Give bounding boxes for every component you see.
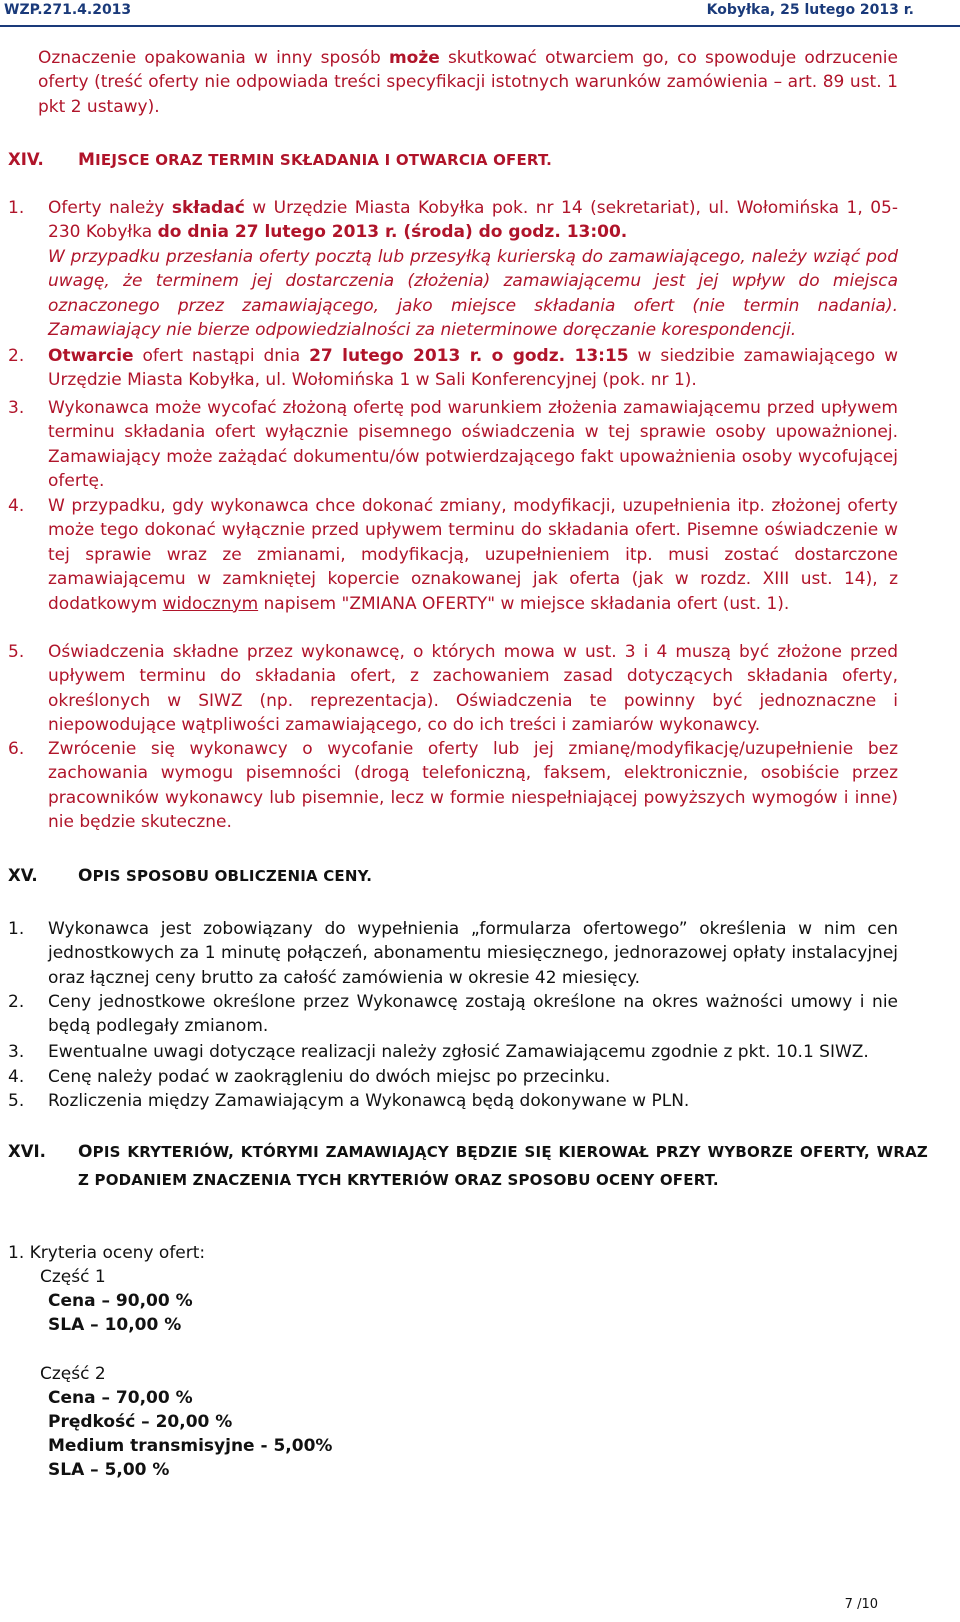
- sec14-item3-number: 3.: [8, 398, 25, 418]
- sec14-item4-a: W przypadku, gdy wykonawca chce dokonać zmiany, modyfikacji, uzupełnienia itp. złożonej oferty może tego dokonać wyłącznie przed upływem terminu do składania ofert. Pisemne oświadczenie w tej sprawie wraz ze zmianami, modyfikacją, uzupełnieniem itp. musi zostać dostarczone zamawiającemu w zamkniętej kopercie oznakowanej jak oferta (jak w rozdz. XIII ust. 14), z dodatkowym: [48, 496, 898, 614]
- sec14-item1-number: 1.: [8, 198, 25, 218]
- part-1-criterion-price: Cena – 90,00 %: [48, 1291, 193, 1311]
- intro-paragraph: [38, 46, 898, 119]
- sec15-item4-number: 4.: [8, 1067, 25, 1087]
- header-rule: [0, 25, 960, 27]
- section-14-title: [78, 146, 918, 174]
- sec14-item1-a: Oferty należy: [48, 198, 172, 218]
- criteria-label: 1. Kryteria oceny ofert:: [8, 1243, 206, 1263]
- sec15-item3-text: Ewentualne uwagi dotyczące realizacji należy zgłosić Zamawiającemu zgodnie z pkt. 10.1 SIWZ.: [48, 1042, 869, 1062]
- section-15-title-rest: PIS SPOSOBU OBLICZENIA CENY.: [92, 867, 373, 885]
- part-1-criterion-sla: SLA – 10,00 %: [48, 1315, 182, 1335]
- part-2-criterion-price: Cena – 70,00 %: [48, 1388, 193, 1408]
- sec15-item1-text: Wykonawca jest zobowiązany do wypełnienia „formularza ofertowego” określenia w nim cen jednostkowych za 1 minutę połączeń, abonamentu miesięcznego, jednorazowej opłaty instalacyjnej oraz łącznej ceny brutto za całość zamówienia w okresie 42 miesięcy.: [48, 919, 898, 988]
- section-16-number: XVI.: [8, 1142, 46, 1161]
- sec15-item2-number: 2.: [8, 992, 25, 1012]
- sec14-item2-b2: 27 lutego 2013 r. o godz. 13:15: [309, 346, 629, 366]
- sec14-item4-underlined: widocznym: [162, 593, 259, 614]
- section-16-title: [78, 1138, 928, 1194]
- sec14-item2-t1: ofert nastąpi dnia: [133, 346, 310, 366]
- section-14-title-rest: IEJSCE ORAZ TERMIN SKŁADANIA I OTWARCIA OFERT.: [95, 151, 553, 169]
- sec14-item5-number: 5.: [8, 642, 25, 662]
- section-14-title-cap: M: [78, 150, 96, 170]
- sec14-item1-d: do dnia 27 lutego 2013 r. (środa) do godz. 13:00.: [157, 222, 628, 243]
- part-2-label: Część 2: [40, 1364, 106, 1384]
- part-1-label: Część 1: [40, 1267, 106, 1287]
- sec15-item5-number: 5.: [8, 1091, 25, 1111]
- sec14-item3-text: Wykonawca może wycofać złożoną ofertę pod warunkiem złożenia zamawiającemu przed upływem terminu składania ofert wyłącznie pisemnego oświadczenia w tej sprawie osoby upoważnionej. Zamawiający może zażądać dokumentu/ów potwierdzającego fakt upoważnienia osoby wycofującej ofertę.: [48, 398, 898, 492]
- sec15-item4-text: Cenę należy podać w zaokrągleniu do dwóch miejsc po przecinku.: [48, 1067, 611, 1087]
- sec14-item2-text: [48, 344, 898, 393]
- section-15-title: [78, 862, 918, 890]
- sec14-item1-text: [48, 196, 898, 245]
- document-reference: WZP.271.4.2013: [4, 2, 132, 18]
- sec14-item2-number: 2.: [8, 346, 25, 366]
- sec15-item3-number: 3.: [8, 1042, 25, 1062]
- intro-text-b: skutkować otwarciem go, co spowoduje odrzucenie oferty (treść oferty nie odpowiada treści specyfikacji istotnych warunków zamówienia – art. 89 ust. 1 pkt 2 ustawy).: [38, 48, 898, 117]
- page-number: 7 /10: [844, 1597, 878, 1612]
- intro-text-a: Oznaczenie opakowania w inny sposób: [38, 48, 389, 68]
- sec15-item2-text: Ceny jednostkowe określone przez Wykonawcę zostają określone na okres ważności umowy i nie będą podlegały zmianom.: [48, 992, 898, 1037]
- sec14-item6-number: 6.: [8, 739, 25, 759]
- sec14-item1-b: składać: [171, 198, 245, 218]
- sec14-item1-italic: W przypadku przesłania oferty pocztą lub przesyłką kurierską do zamawiającego, należy wziąć pod uwagę, że terminem jej dostarczenia (złożenia) zamawiającemu jest jej wpływ do miejsca oznaczonego przez zamawiającego, jako miejsce składania ofert (nie termin nadania). Zamawiający nie bierze odpowiedzialności za nieterminowe doręczanie korespondencji.: [48, 247, 898, 341]
- sec15-item5-text: Rozliczenia między Zamawiającym a Wykonawcą będą dokonywane w PLN.: [48, 1091, 690, 1111]
- part-2-criterion-medium: Medium transmisyjne - 5,00%: [48, 1436, 333, 1456]
- sec14-item5-text: Oświadczenia składne przez wykonawcę, o których mowa w ust. 3 i 4 muszą być złożone przed upływem terminu do składania ofert, z zachowaniem zasad dotyczących składania oferty, określonych w SIWZ (np. reprezentacja). Oświadczenia te powinny być jednoznaczne i niepowodujące wątpliwości zamawiającego, co do ich treści i zamiarów wykonawcy.: [48, 642, 898, 736]
- sec14-item1-c: w Urzędzie Miasta Kobyłka pok. nr 14 (sekretariat), ul. Wołomińska 1, 05-230 Kobyłka: [48, 198, 898, 243]
- page-header: [0, 0, 960, 30]
- document-date: Kobyłka, 25 lutego 2013 r.: [706, 2, 914, 18]
- section-16-title-rest: PIS KRYTERIÓW, KTÓRYMI ZAMAWIAJĄCY BĘDZIE SIĘ KIEROWAŁ PRZY WYBORZE OFERTY, WRAZ Z PODANIEM ZNACZENIA TYCH KRYTERIÓW ORAZ SPOSOBU OCENY OFERT.: [78, 1143, 928, 1189]
- sec14-item2-t2: w siedzibie zamawiającego w Urzędzie Miasta Kobyłka, ul. Wołomińska 1 w Sali Konferencyjnej (pok. nr 1).: [48, 346, 899, 391]
- section-15-number: XV.: [8, 866, 38, 885]
- sec15-item1-number: 1.: [8, 919, 25, 939]
- part-2-criterion-sla: SLA – 5,00 %: [48, 1460, 170, 1480]
- section-16-title-cap: O: [78, 1142, 93, 1162]
- sec14-item2-b1: Otwarcie: [48, 346, 134, 366]
- sec14-item4-text: [48, 494, 898, 616]
- section-15-title-cap: O: [78, 866, 93, 886]
- part-2-criterion-speed: Prędkość – 20,00 %: [48, 1412, 233, 1432]
- sec14-item4-number: 4.: [8, 496, 25, 516]
- sec14-item4-b: napisem "ZMIANA OFERTY" w miejsce składania ofert (ust. 1).: [258, 593, 790, 614]
- sec14-item6-text: Zwrócenie się wykonawcy o wycofanie oferty lub jej zmianę/modyfikację/uzupełnienie bez zachowania wymogu pisemności (drogą telefoniczną, faksem, elektronicznie, osobiście przez pracowników wykonawcy lub pisemnie, lecz w formie niespełniającej powyższych wymogów i inne) nie będzie skuteczne.: [48, 739, 898, 833]
- section-14-number: XIV.: [8, 150, 44, 169]
- intro-text-bold: może: [388, 48, 440, 68]
